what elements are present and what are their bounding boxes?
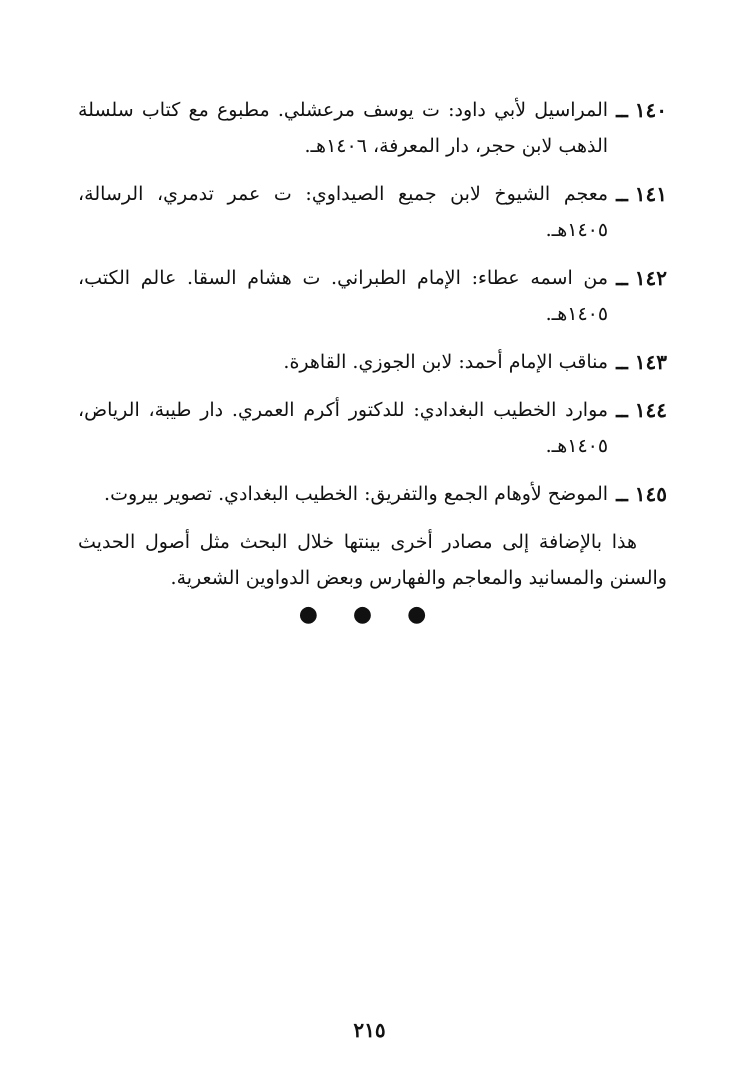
section-separator: ● ● ● [298, 602, 441, 627]
bibliography-entry [78, 392, 667, 464]
entry-text: موارد الخطيب البغدادي: للدكتور أكرم العمري. دار طيبة، الرياض، ١٤٠٥هـ. [78, 399, 609, 457]
entry-text: معجم الشيوخ لابن جميع الصيداوي: ت عمر تدمري، الرسالة، ١٤٠٥هـ. [78, 183, 609, 241]
closing-paragraph: هذا بالإضافة إلى مصادر أخرى بينتها خلال البحث مثل أصول الحديث والسنن والمسانيد والمعاجم والفهارس وبعض الدواوين الشعرية. [78, 531, 667, 589]
bibliography-entry [78, 92, 667, 164]
bibliography-entry [78, 476, 667, 512]
entry-text: الموضح لأوهام الجمع والتفريق: الخطيب البغدادي. تصوير بيروت. [104, 483, 609, 505]
entry-number: ١٤٤ ــ [616, 398, 667, 422]
bibliography-entry [78, 344, 667, 380]
entry-text: المراسيل لأبي داود: ت يوسف مرعشلي. مطبوع مع كتاب سلسلة الذهب لابن حجر، دار المعرفة، ١٤٠٦هـ. [78, 99, 609, 157]
entry-number: ١٤٠ ــ [616, 98, 667, 122]
entry-text: مناقب الإمام أحمد: لابن الجوزي. القاهرة. [283, 351, 609, 373]
bibliography-entry [78, 260, 667, 332]
bibliography-entry [78, 176, 667, 248]
entry-number: ١٤٥ ــ [616, 482, 667, 506]
page-number: ٢١٥ [353, 1018, 386, 1042]
entry-number: ١٤٢ ــ [616, 266, 667, 290]
entry-number: ١٤١ ــ [616, 182, 667, 206]
entry-number: ١٤٣ ــ [616, 350, 667, 374]
entry-text: من اسمه عطاء: الإمام الطبراني. ت هشام السقا. عالم الكتب، ١٤٠٥هـ. [78, 267, 609, 325]
bibliography-section [78, 92, 667, 615]
